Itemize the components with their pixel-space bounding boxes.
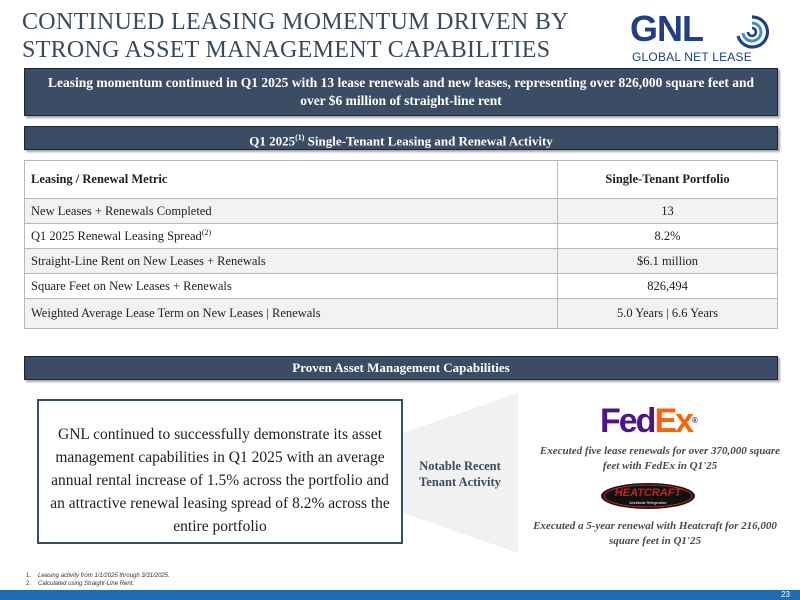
page-title: [22, 8, 582, 64]
notable-activity-label: [405, 458, 515, 490]
fedex-logo-registered: ®: [692, 416, 698, 425]
footnote-number: 2.: [26, 581, 32, 587]
table-row: [25, 274, 778, 299]
gnl-swirl-icon: [734, 14, 770, 50]
page-title-line-1: CONTINUED LEASING MOMENTUM DRIVEN BY: [22, 9, 569, 35]
fedex-logo: [600, 402, 698, 440]
metric-cell: [25, 199, 558, 224]
metric-cell: [25, 224, 558, 249]
table-row: [25, 224, 778, 249]
page-title-line-2: STRONG ASSET MANAGEMENT CAPABILITIES: [22, 37, 551, 63]
asset-management-callout: GNL continued to successfully demonstrate its asset management capabilities in Q1 2025 with an average annual rental increase of 1.5% across the portfolio and an attractive renewal leasing spread of 8.2% across the entire portfolio: [37, 399, 403, 544]
gnl-logo-subtitle: GLOBAL NET LEASE: [632, 50, 752, 64]
footnote-item: [26, 572, 170, 580]
heatcraft-caption: Executed a 5-year renewal with Heatcraft for 216,000 square feet in Q1'25: [533, 520, 777, 547]
table-header-row: [25, 161, 778, 199]
metric-label: Q1 2025 Renewal Leasing Spread: [31, 229, 202, 244]
gnl-logo: [630, 10, 790, 66]
fedex-logo-fed: Fed: [600, 402, 655, 440]
metric-label: Straight-Line Rent on New Leases + Renewals: [31, 253, 266, 268]
fedex-caption: Executed five lease renewals for over 370,000 square feet with FedEx in Q1'25: [539, 445, 781, 472]
heatcraft-logo-tagline: Worldwide Refrigeration: [629, 501, 667, 505]
table-row: [25, 299, 778, 329]
metric-cell: [25, 274, 558, 299]
metric-cell: [25, 299, 558, 329]
column-header-metric: Leasing / Renewal Metric: [25, 161, 558, 199]
leasing-section-footnote-ref: (1): [295, 133, 305, 142]
footer-bar: [0, 590, 800, 600]
leasing-metrics-table: [24, 160, 778, 329]
gnl-logo-mark: GNL: [630, 8, 703, 49]
metric-footnote-ref: (2): [201, 227, 212, 237]
leasing-section-header: [24, 126, 778, 150]
asset-section-header: Proven Asset Management Capabilities: [24, 356, 778, 380]
metric-cell: [25, 249, 558, 274]
summary-banner: Leasing momentum continued in Q1 2025 with 13 lease renewals and new leases, representing over 826,000 square feet and over $6 million of straight-line rent: [24, 68, 778, 116]
notable-activity-line-2: Tenant Activity: [419, 475, 501, 489]
page-number: 23: [781, 590, 790, 599]
metric-label: Square Feet on New Leases + Renewals: [31, 278, 232, 293]
metric-label: New Leases + Renewals Completed: [31, 203, 212, 218]
value-cell: $6.1 million: [558, 249, 778, 274]
fedex-logo-ex: Ex: [654, 402, 693, 440]
leasing-section-prefix: Q1 2025: [249, 133, 296, 149]
notable-activity-line-1: Notable Recent: [419, 459, 501, 473]
footnote-text: Leasing activity from 1/1/2025 through 3/31/2025.: [38, 573, 170, 579]
leasing-section-suffix: Single-Tenant Leasing and Renewal Activity: [304, 133, 553, 149]
value-cell: 5.0 Years | 6.6 Years: [558, 299, 778, 329]
footnotes: [26, 572, 170, 588]
table-row: [25, 249, 778, 274]
value-cell: 13: [558, 199, 778, 224]
footnote-number: 1.: [26, 573, 32, 579]
value-cell: 826,494: [558, 274, 778, 299]
heatcraft-logo: [600, 482, 696, 510]
column-header-portfolio: Single-Tenant Portfolio: [558, 161, 778, 199]
footnote-text: Calculated using Straight-Line Rent.: [38, 581, 135, 587]
table-row: [25, 199, 778, 224]
footnote-item: [26, 580, 170, 588]
value-cell: 8.2%: [558, 224, 778, 249]
metric-label: Weighted Average Lease Term on New Leases | Renewals: [31, 306, 321, 320]
heatcraft-logo-name: HEATCRAFT: [614, 487, 682, 499]
